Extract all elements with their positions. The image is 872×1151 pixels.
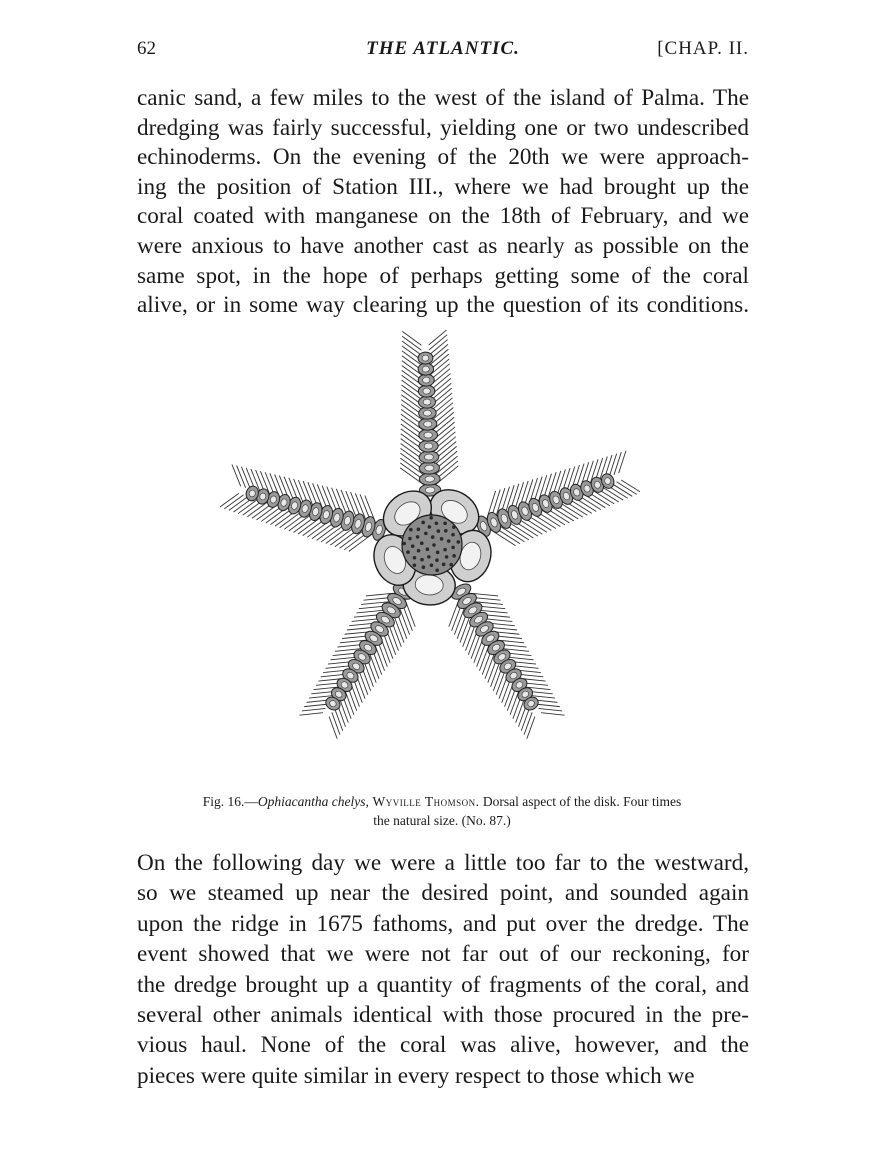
arm-2 bbox=[474, 451, 640, 546]
arm-3 bbox=[449, 581, 565, 739]
text-line: upon the ridge in 1675 fathoms, and put over the dredge. The bbox=[137, 910, 749, 937]
paragraph-2 bbox=[137, 848, 749, 1091]
brittle-star-figure bbox=[220, 330, 640, 760]
text-line: vious haul. None of the coral was alive, however, and the bbox=[137, 1032, 749, 1059]
text-line: were anxious to have another cast as nearly as possible on the bbox=[137, 232, 749, 259]
arm-1 bbox=[400, 330, 458, 496]
text-line: same spot, in the hope of perhaps getting some of the coral bbox=[137, 262, 749, 289]
text-line: dredging was fairly successful, yielding one or two undescribed bbox=[137, 114, 749, 141]
brittle-star-icon bbox=[220, 330, 640, 760]
page-number: 62 bbox=[137, 38, 156, 59]
text-line: pieces were quite similar in every respect to those which we bbox=[137, 1062, 695, 1089]
text-line: so we steamed up near the desired point, and sounded again bbox=[137, 880, 749, 907]
central-disk bbox=[367, 481, 497, 607]
text-line: On the following day we were a little too far to the westward, bbox=[137, 850, 749, 876]
species-name: Ophiacantha chelys, bbox=[257, 794, 369, 809]
running-title: THE ATLANTIC. bbox=[366, 38, 520, 59]
page-header bbox=[137, 38, 749, 68]
paragraph-1 bbox=[137, 84, 749, 321]
text-line: canic sand, a few miles to the west of the island of Palma. The bbox=[137, 85, 749, 111]
text-line: the dredge brought up a quantity of fragments of the coral, and bbox=[137, 971, 749, 998]
text-line: event showed that we were not far out of our reckoning, for bbox=[137, 941, 749, 968]
text-line: echinoderms. On the evening of the 20th we were approach- bbox=[137, 144, 749, 171]
figure-caption bbox=[132, 792, 752, 830]
caption-line-1 bbox=[132, 792, 752, 811]
arm-5 bbox=[220, 464, 388, 551]
caption-description: Dorsal aspect of the disk. Four times bbox=[479, 794, 682, 809]
figure-label: Fig. 16.— bbox=[202, 794, 258, 809]
caption-line-2: the natural size. (No. 87.) bbox=[373, 813, 511, 828]
text-line: alive, or in some way clearing up the question of its conditions. bbox=[137, 292, 749, 319]
chapter-marker: [CHAP. II. bbox=[657, 38, 749, 59]
text-line: several other animals identical with those procured in the pre- bbox=[137, 1001, 749, 1028]
text-line: coral coated with manganese on the 18th of February, and we bbox=[137, 203, 749, 230]
text-line: ing the position of Station III., where we had brought up the bbox=[137, 173, 749, 200]
author-name: Wyville Thomson. bbox=[368, 794, 480, 809]
arm-4 bbox=[299, 581, 415, 739]
